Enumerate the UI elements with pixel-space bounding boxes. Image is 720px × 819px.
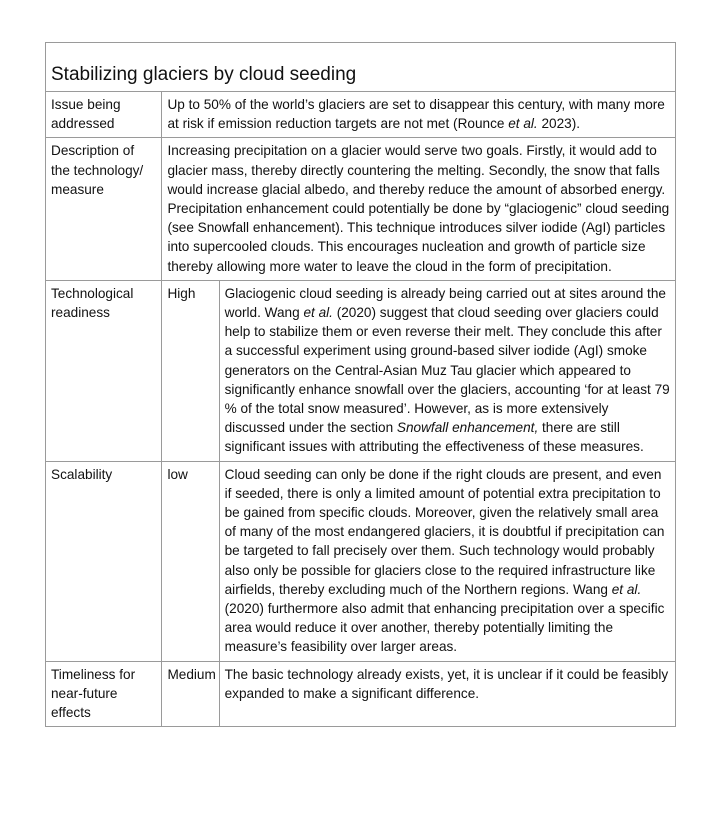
description-row bbox=[46, 138, 676, 280]
timeliness-label: Timeliness for near-future effects bbox=[46, 661, 162, 727]
issue-text-italic: et al. bbox=[508, 116, 538, 132]
readiness-text-part: Glaciogenic cloud seeding is already being carried out at sites around the world. Wang bbox=[224, 285, 666, 321]
readiness-text-part: (2020) suggest that cloud seeding over glaciers could help to stabilize them or even reverse their melt. They conclude this after a successful experiment using ground-based silver iodide (AgI) smoke generators on the Central-Asian Muz Tau glacier which appeared to significantly enhance snowfall over the glaciers, accounting ‘for at least 79 % of the total snow measured’. However, as is more extensively discussed under the section bbox=[224, 305, 670, 436]
scalability-text-italic: et al. bbox=[611, 581, 642, 597]
scalability-label: Scalability bbox=[46, 461, 162, 661]
scalability-text bbox=[219, 461, 675, 661]
timeliness-row bbox=[46, 661, 676, 727]
issue-text-part: Up to 50% of the world’s glaciers are set to disappear this century, with many more at risk if emission reduction targets are not met (Rounce bbox=[167, 97, 665, 132]
timeliness-text: The basic technology already exists, yet, it is unclear if it could be feasibly expanded to make a significant difference. bbox=[219, 661, 675, 727]
readiness-label: Technological readiness bbox=[46, 280, 162, 461]
readiness-rating: High bbox=[162, 280, 219, 461]
readiness-text-part: there are still significant issues with attributing the effectiveness of these measures. bbox=[224, 420, 644, 455]
issue-text-part: 2023). bbox=[537, 116, 581, 132]
readiness-text bbox=[219, 280, 675, 461]
readiness-text-italic: et al. bbox=[303, 305, 333, 321]
timeliness-rating: Medium bbox=[162, 661, 219, 727]
scalability-rating: low bbox=[162, 461, 219, 661]
description-label: Description of the technology/ measure bbox=[46, 138, 162, 280]
issue-text bbox=[162, 92, 676, 138]
readiness-text-italic: Snowfall enhancement, bbox=[396, 420, 539, 436]
scalability-row bbox=[46, 461, 676, 661]
readiness-row bbox=[46, 280, 676, 461]
description-text: Increasing precipitation on a glacier would serve two goals. Firstly, it would add to glacier mass, thereby directly countering the melting. Secondly, the snow that falls would increase glacial albedo, and thereby reduce the amount of absorbed energy. Precipitation enhancement could potentially be done by “glaciogenic” cloud seeding (see Snowfall enhancement). This technique introduces silver iodide (AgI) particles into supercooled clouds. This encourages nucleation and growth of particle size thereby allowing more water to leave the cloud in the form of precipitation. bbox=[162, 138, 676, 280]
title-row bbox=[46, 43, 676, 92]
scalability-text-part: (2020) furthermore also admit that enhancing precipitation over a specific area would reduce it over another, thereby potentially limiting the measure’s feasibility over larger areas. bbox=[224, 601, 665, 655]
issue-row bbox=[46, 92, 676, 138]
issue-label: Issue being addressed bbox=[46, 92, 162, 138]
scalability-text-part: Cloud seeding can only be done if the right clouds are present, and even if seeded, there is only a limited amount of potential extra precipitation to be gained from specific clouds. Moreover, given the relatively small area of many of the most endangered glaciers, it is doubtful if precipitation can be targeted to fall precisely over them. Such technology would probably also only be possible for glaciers close to the required infrastructure like airfields, thereby excluding much of the Northern regions. Wang bbox=[224, 466, 665, 597]
document-table bbox=[45, 42, 676, 727]
table-title: Stabilizing glaciers by cloud seeding bbox=[46, 43, 676, 92]
